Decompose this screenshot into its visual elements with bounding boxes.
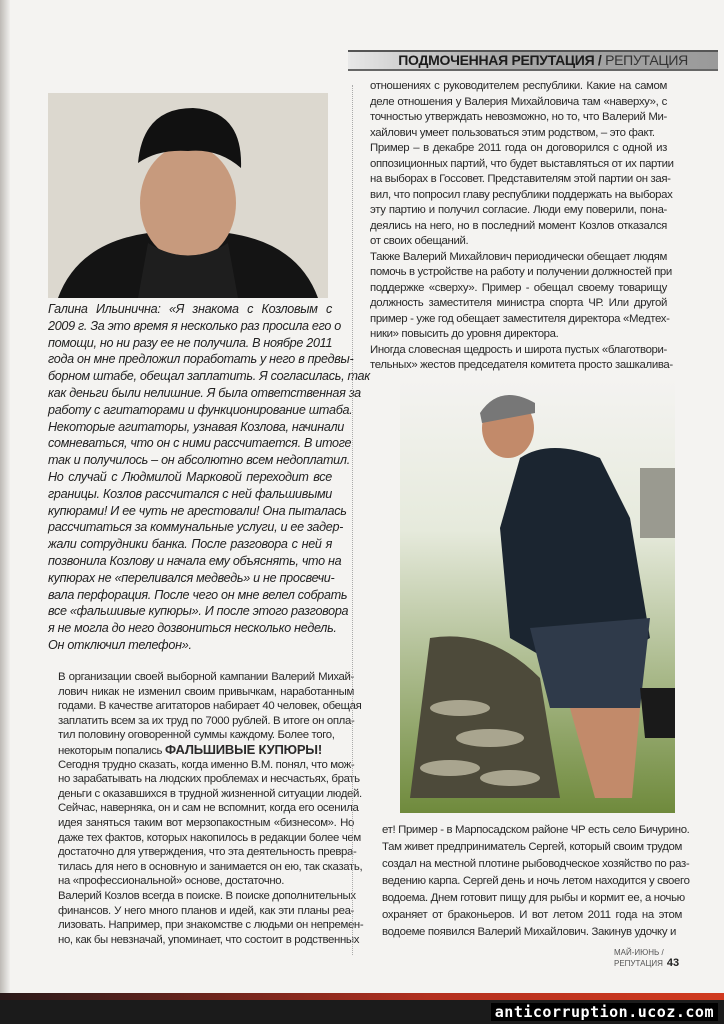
text-line: даже тех фактов, которых накопилось в редакции более чем [58, 831, 361, 844]
text-line: но, как бы невзначай, упоминает, что состоит в родственных [58, 933, 360, 946]
text-line: я не могла до него дозвониться несколько недель. [48, 621, 337, 636]
text-line: года он мне предложил поработать у него в предвы- [48, 352, 354, 367]
text-line: рассчитаться за коммунальные услуги, и ее задер- [48, 520, 344, 535]
text-line: водоеме появился Валерий Михайлович. Закинув удочку и [382, 926, 676, 938]
text-line: Там живет предприниматель Сергей, который своим трудом [382, 841, 682, 853]
text-line: ведению карпа. Сергей день и ночь летом находится у своего [382, 875, 690, 887]
section-header [348, 50, 718, 71]
page-number: 43 [666, 957, 680, 969]
text-line: Некоторые агитаторы, узнавая Козлова, начинали [48, 419, 344, 434]
watermark: anticorruption.ucoz.com [491, 1003, 718, 1021]
text-line: водоема. Днем готовит пищу для рыбы и кормит ее, а ночью [382, 892, 685, 904]
text-line: на «профессиональной» основе, достаточно. [58, 875, 285, 888]
text-line: создал на местной плотине рыбоводческое хозяйство по раз- [382, 858, 690, 870]
text-line: отношениях с руководителем республики. Какие на самом [370, 80, 667, 92]
text-line: пример - уже год обещает заместителя директора «Медтех- [370, 312, 670, 325]
text-line: Но случай с Людмилой Марковой переходит все [48, 469, 332, 484]
text-line: точностью утверждать невозможно, но то, что Валерий Ми- [370, 111, 667, 123]
text-line: лизовать. Например, при знакомстве с людьми он непремен- [58, 919, 364, 932]
text-line: но зарабатывать на людских проблемах и несчастьях, брать [58, 773, 360, 786]
text-line: так и получилось – он абсолютно всем недоплатил. [48, 453, 350, 468]
text-line: финансов. У него много планов и идей, как эти планы реа- [58, 904, 354, 917]
highlight-line [58, 743, 354, 758]
text-line: Иногда словесная щедрость и широта пустых «благотвори- [370, 343, 667, 356]
page-footer [614, 948, 724, 969]
text-line: помочь в устройстве на работу и получении должностей при [370, 266, 672, 278]
highlight-prefix: некоторым попались [58, 744, 165, 757]
text-line: деньги с оказавшихся в трудной жизненной ситуации людей. [58, 787, 362, 800]
text-line: тельных» жестов председателя комитета просто зашкалива- [370, 359, 673, 371]
text-line: как деньги были нелишние. Я была ответственная за [48, 385, 361, 400]
text-line: борном штабе, обещал заплатить. Я согласилась, так [48, 369, 370, 384]
issue-label: МАЙ-ИЮНЬ / РЕПУТАЦИЯ [614, 948, 664, 968]
text-line: Он отключил телефон». [48, 637, 192, 652]
article-body-left [58, 670, 364, 947]
text-line: должность заместителя министра спорта ЧР. Или другой [370, 297, 667, 309]
photo-woman-portrait [48, 93, 328, 298]
text-line: от своих обещаний. [370, 235, 469, 247]
text-line: вил, что попросил главу республики поддержать на выборах [370, 188, 673, 201]
text-line: помощи, но ни разу ее не получила. В ноябре 2011 [48, 335, 333, 350]
text-line: идея заняться таким вот мерзопакостным «бизнесом». Но [58, 816, 354, 829]
text-line: купюрах не «переливался медведь» и не просвечи- [48, 570, 335, 585]
text-line: Также Валерий Михайлович периодически обещает людям [370, 250, 667, 263]
column-divider [352, 85, 353, 955]
text-line: купюрами! И ее чуть не арестовали! Она пыталась [48, 503, 347, 518]
text-line: заплатить всем за их труд по 7000 рублей. В итоге он опла- [58, 714, 355, 727]
text-line: сомневаться, что он с ними рассчитается. В итоге [48, 436, 352, 451]
text-line: охраняет от браконьеров. И вот летом 2011 года на этом [382, 909, 682, 921]
text-line: Валерий Козлов всегда в поиске. В поиске дополнительных [58, 889, 356, 902]
header-title: ПОДМОЧЕННАЯ РЕПУТАЦИЯ [398, 52, 595, 68]
text-line: поддержке «сверху». Пример - обещал своему товарищу [370, 281, 667, 294]
quote-caption [48, 301, 370, 654]
text-line: Галина Ильинична: «Я знакома с Козловым с [48, 302, 332, 316]
text-line: деялись на него, но в последний момент Козлов отказался [370, 219, 667, 232]
highlight-fake-banknotes: ФАЛЬШИВЫЕ КУПЮРЫ! [164, 741, 322, 757]
text-line: достаточно для утверждения, что эта деятельность превра- [58, 846, 357, 859]
text-line: Пример – в декабре 2011 года он договорился с одной из [370, 142, 667, 154]
text-line: границы. Козлов рассчитался с ней фальшивыми [48, 486, 332, 501]
header-section: РЕПУТАЦИЯ [605, 52, 688, 68]
text-line: В организации своей выборной кампании Валерий Михай- [58, 671, 354, 683]
text-line: ет! Пример - в Марпосадском районе ЧР есть село Бичурино. [382, 824, 690, 836]
text-line: жали сотрудники банка. После разговора с ней я [48, 537, 332, 552]
text-line: годами. В качестве агитаторов набирает 40 человек, обещая [58, 700, 362, 713]
text-line: Сегодня трудно сказать, когда именно В.М. понял, что мож- [58, 758, 355, 771]
text-line: Сейчас, наверняка, он и сам не вспомнит, когда его осенила [58, 802, 359, 815]
text-line: тилась для него в основную и занимается он ею, так сказать, [58, 860, 363, 873]
photo-man-with-fish-net [400, 378, 675, 813]
text-line: лович никак не изменил своим привычкам, наработанным [58, 685, 354, 698]
text-line: работу с агитаторами и функционирование штаба. [48, 402, 353, 417]
text-line: эту партию и получил согласие. Люди ему поверили, пона- [370, 204, 667, 216]
text-line: 2009 г. За это время я несколько раз просила его о [48, 318, 341, 333]
text-line: оппозиционных партий, что будет выставляться от их партии [370, 157, 674, 170]
text-line: все «фальшивые купюры». И после этого разговора [48, 604, 349, 619]
article-body-right-top [370, 79, 674, 374]
text-line: ники» повысить до уровня директора. [370, 328, 559, 340]
text-line: позвонила Козлову и начала ему объяснять, что на [48, 553, 342, 568]
text-line: тил половину оговоренной суммы каждому. Более того, [58, 729, 335, 742]
text-line: вала перфорация. После чего он мне велел собрать [48, 587, 348, 602]
text-line: деле отношения у Валерия Михайловича там «наверху», с [370, 95, 667, 108]
article-body-right-bottom [382, 822, 690, 941]
text-line: хайлович умеет пользоваться этим родством, – это факт. [370, 126, 655, 139]
text-line: на выборах в Госсовет. Представителям этой партии он зая- [370, 173, 671, 185]
header-separator: / [594, 52, 606, 68]
page-edge-shadow [0, 0, 10, 1024]
